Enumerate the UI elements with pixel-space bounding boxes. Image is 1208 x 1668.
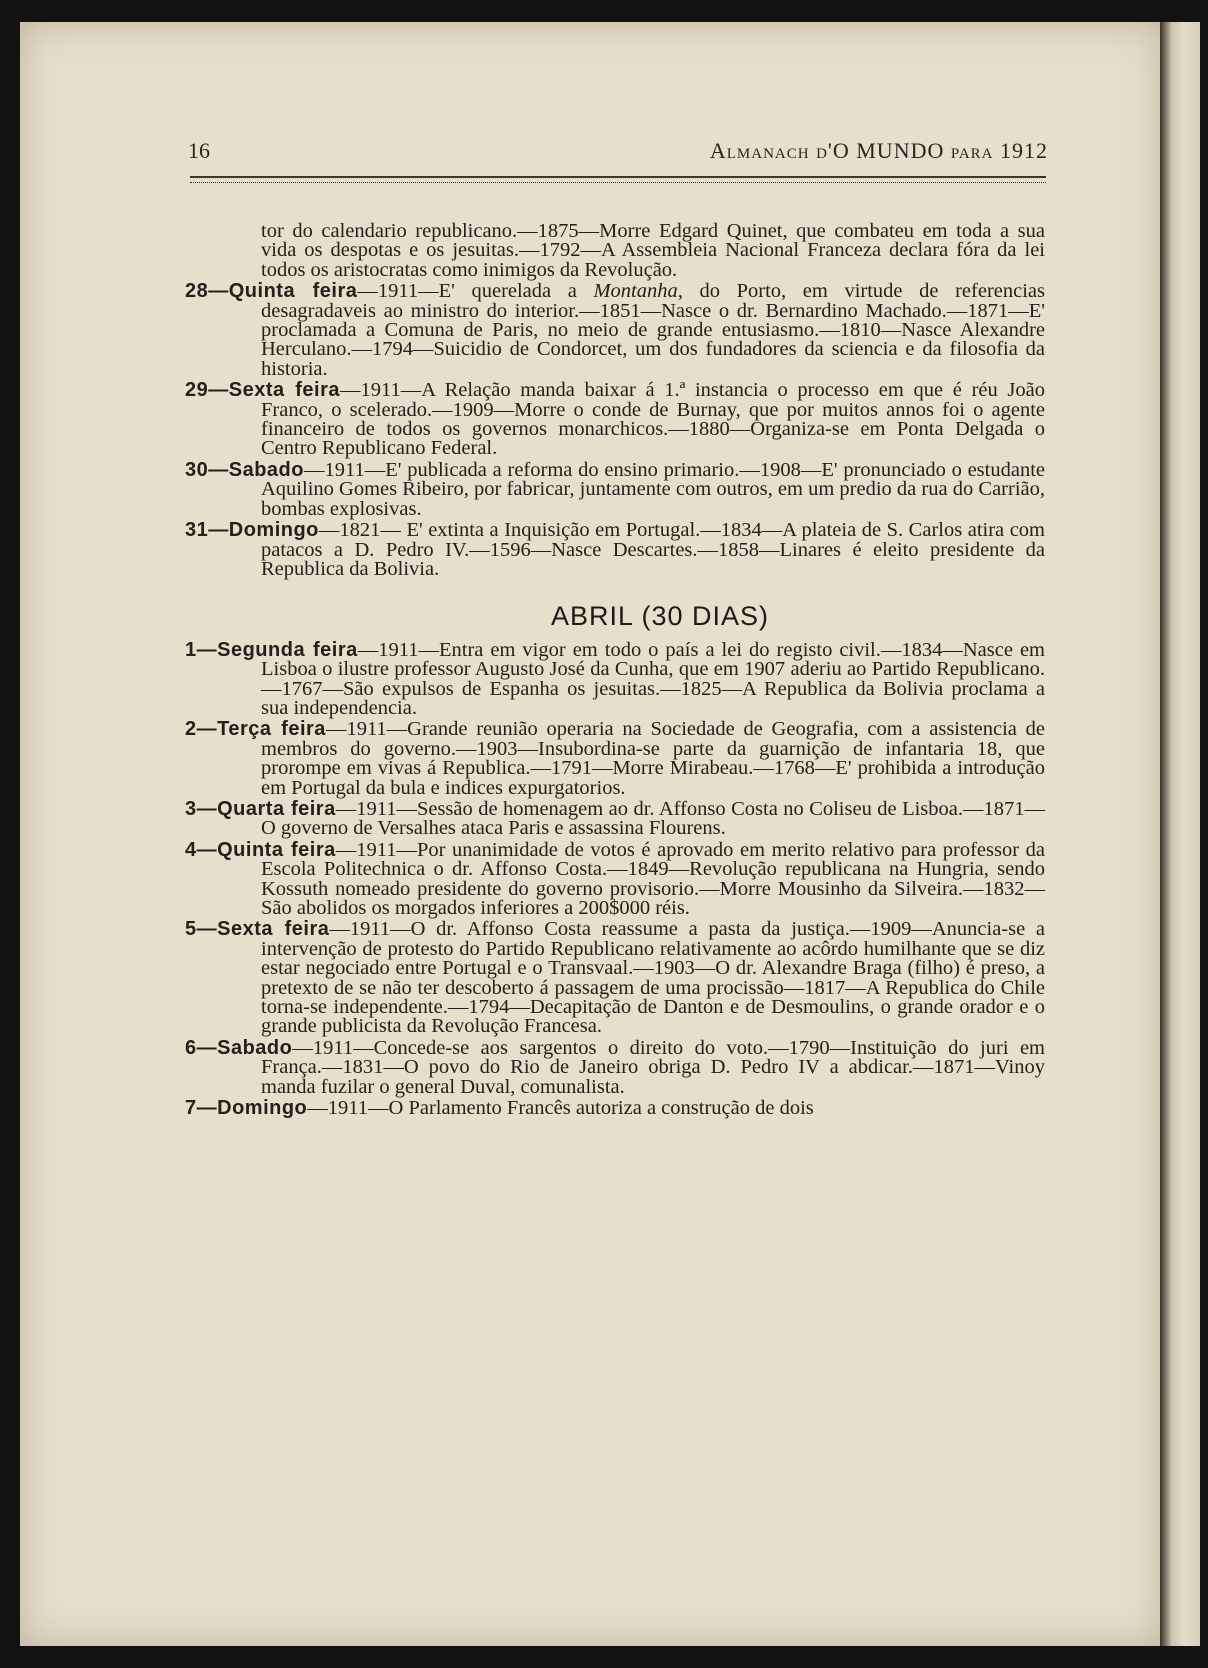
entry-day: Sexta feira xyxy=(217,918,330,941)
entry-april-5 xyxy=(185,920,1045,1036)
entry-number: 29 xyxy=(185,379,209,402)
book-spine xyxy=(1160,22,1200,1646)
entry-number: 3 xyxy=(185,797,197,820)
entry-text: —1911—A Relação manda baixar á 1.ª instancia o processo em que é réu João Franco, o scelerado.—1909—Morre o conde de Burnay, que por muitos annos foi o agente financeiro de todos os governos monarchicos.—1880—Organiza-se em Ponta Delgada o Centro Republicano Federal. xyxy=(261,379,1046,460)
entry-day: Quinta feira xyxy=(217,838,336,861)
entry-march-30 xyxy=(185,458,1045,520)
entry-april-2 xyxy=(185,720,1045,798)
intro-paragraph: tor do calendario republicano.—1875—Morre Edgard Quinet, que combateu em toda a sua vida os despotas e os jesuitas.—1792—A Assembleia Nacional Franceza declara fóra da lei todos os aristocratas como inimigos da Revolução. xyxy=(261,220,1045,281)
entry-number: 2 xyxy=(185,718,197,741)
entry-day: Terça feira xyxy=(217,718,326,741)
entry-april-3 xyxy=(185,797,1045,840)
entry-dash: — xyxy=(196,1097,218,1120)
entry-dash: — xyxy=(208,280,229,303)
entry-number: 6 xyxy=(185,1036,197,1059)
page-header xyxy=(170,138,1048,168)
entry-dash: — xyxy=(196,1036,218,1059)
entry-text: , do Porto, em virtude de referencias desagradaveis ao ministro do interior.—1851—Nasce o dr. Bernardino Machado.—1871—E' proclamada a Comuna de Paris, no meio de grande entusiasmo.—1810—Nasce Alexandre Herculano.—1794—Suicidio de Condorcet, um dos fundadores da sciencia e da filosofia da historia. xyxy=(261,280,1045,380)
entry-number: 7 xyxy=(185,1097,197,1120)
entry-text: —1821— E' extinta a Inquisição em Portugal.—1834—A plateia de S. Carlos atira com patacos a D. Pedro IV.—1596—Nasce Descartes.—1858—Linares é eleito presidente da Republica da Bolivia. xyxy=(261,519,1045,580)
entry-dash: — xyxy=(196,638,218,661)
entry-text: —1911—Sessão de homenagem ao dr. Affonso Costa no Coliseu de Lisboa.—1871—O governo de Versalhes ataca Paris e assassina Flourens. xyxy=(261,797,1045,840)
entry-text-before: —1911—E' querelada a xyxy=(357,280,594,303)
entry-dash: — xyxy=(196,797,218,820)
entry-dash: — xyxy=(196,918,218,941)
entry-dash: — xyxy=(196,718,218,741)
entry-number: 30 xyxy=(185,458,209,481)
entry-day: Quinta feira xyxy=(228,280,358,303)
entry-dash: — xyxy=(208,379,229,402)
month-heading: ABRIL (30 DIAS) xyxy=(550,601,770,632)
entry-text: —1911—E' publicada a reforma do ensino primario.—1908—E' pronunciado o estudante Aquilino Gomes Ribeiro, por fabricar, juntamente com outros, em um predio da rua do Carrião, bombas explosivas. xyxy=(261,458,1045,520)
entry-march-29 xyxy=(185,381,1045,459)
entry-text: —1911—Por unanimidade de votos é aprovado em merito relativo para professor da Escola Politechnica o dr. Affonso Costa.—1849—Revolução republicana na Hungria, sendo Kossuth nomeado presidente do governo provisorio.—Morre Mousinho da Silveira.—1832—São abolidos os morgados inferiores a 200$000 réis. xyxy=(261,838,1045,919)
entry-april-7 xyxy=(185,1099,1045,1118)
entry-number: 28 xyxy=(185,280,209,303)
running-title: Almanach d'O MUNDO para 1912 xyxy=(709,138,1048,163)
entry-day: Sexta feira xyxy=(228,379,340,402)
entry-text: —1911—Grande reunião operaria na Sociedade de Geografia, com a assistencia de membros do governo.—1903—Insubordina-se parte da guarnição de infantaria 18, que prorompe em vivas á Republica.—1791—Morre Mirabeau.—1768—E' prohibida a introdução em Portugal da bula e indices expurgatorios. xyxy=(261,718,1046,799)
entry-day: Sabado xyxy=(217,1036,293,1059)
entry-april-6 xyxy=(185,1036,1045,1098)
entry-italic: Montanha xyxy=(593,280,678,303)
entry-number: 31 xyxy=(185,519,209,542)
entry-text: —1911—Entra em vigor em todo o país a lei do registo civil.—1834—Nasce em Lisboa o ilustre professor Augusto José da Cunha, que em 1907 aderiu ao Partido Republicano.—1767—São expulsos de Espanha os jesuitas.—1825—A Republica da Bolivia proclama a sua independencia. xyxy=(261,638,1046,719)
entry-april-1 xyxy=(185,638,1046,719)
entry-day: Sabado xyxy=(228,458,304,481)
entry-number: 5 xyxy=(185,918,197,941)
entry-april-4 xyxy=(185,838,1045,919)
entry-number: 4 xyxy=(185,838,197,861)
entry-dash: — xyxy=(196,838,218,861)
entry-text: —1911—O dr. Affonso Costa reassume a pasta da justiça.—1909—Anuncia-se a intervenção de protesto do Partido Republicano relativamente ao acôrdo humilhante que se diz estar negociado entre Portugal e o Transvaal.—1903—O dr. Alexandre Braga (filho) é preso, a pretexto de se não ter descoberto á passagem de uma procissão—1817—A Republica do Chile torna-se independente.—1794—Decapitação de Danton e de Desmoulins, o grande orador e o grande publicista da Revolução Francesa. xyxy=(261,918,1046,1038)
entry-number: 1 xyxy=(185,638,197,661)
entry-march-28 xyxy=(185,282,1045,379)
entry-day: Domingo xyxy=(217,1097,308,1120)
entry-day: Domingo xyxy=(228,519,319,542)
entry-dash: — xyxy=(208,458,229,481)
entry-text: —1911—Concede-se aos sargentos o direito do voto.—1790—Instituição do juri em França.—1831—O povo do Rio de Janeiro obriga D. Pedro IV a abdicar.—1871—Vinoy manda fuzilar o general Duval, comunalista. xyxy=(261,1036,1045,1098)
entry-dash: — xyxy=(208,519,229,542)
entry-text: —1911—O Parlamento Francês autoriza a construção de dois xyxy=(307,1097,814,1120)
page-number: 16 xyxy=(188,138,210,163)
text-body xyxy=(185,222,1045,1120)
entry-march-31 xyxy=(185,521,1045,579)
entry-day: Quarta feira xyxy=(217,797,336,820)
header-rule xyxy=(190,176,1046,183)
entry-day: Segunda feira xyxy=(217,638,358,661)
